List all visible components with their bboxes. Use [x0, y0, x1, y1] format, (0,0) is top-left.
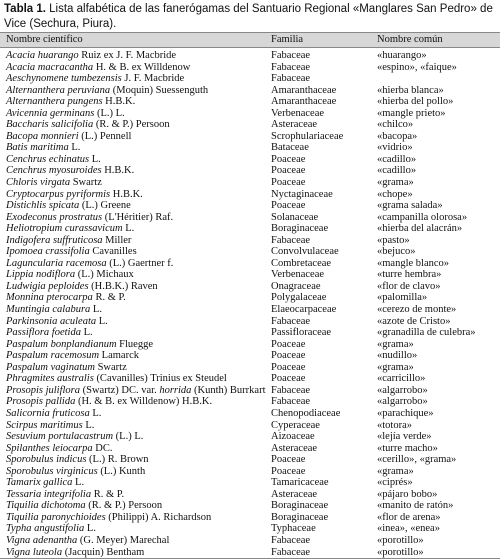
genus-species: Monnina pterocarpa [6, 292, 93, 304]
family-cell: Poaceae [271, 465, 306, 477]
scientific-name-cell [6, 50, 176, 62]
common-name-cell: «lejía verde» [377, 431, 432, 443]
genus-species: Scirpus maritimus [6, 419, 83, 431]
table-header [0, 32, 500, 48]
family-cell: Cyperaceae [271, 419, 320, 431]
common-name-cell: «cerezo de monte» [377, 304, 457, 316]
family-cell: Bataceae [271, 142, 309, 154]
author: J. F. Macbride [121, 73, 185, 85]
scientific-name-cell [6, 85, 208, 97]
family-cell: Fabaceae [271, 234, 311, 246]
family-cell: Fabaceae [271, 315, 311, 327]
header-family: Familia [271, 34, 304, 45]
common-name-cell: «bejuco» [377, 246, 416, 258]
author: (L'Héritier) Raf. [102, 211, 174, 223]
genus-species: Passiflora foetida [6, 327, 81, 339]
family-cell: Fabaceae [271, 61, 311, 73]
scientific-name-cell [6, 373, 227, 385]
family-cell: Fabaceae [271, 384, 311, 396]
common-name-cell: «campanilla olorosa» [377, 211, 468, 223]
genus-species: Chloris virgata [6, 177, 71, 189]
scientific-name-cell [6, 396, 212, 408]
scientific-name-cell [6, 281, 158, 293]
author: L. [68, 142, 81, 154]
common-name-cell: «pájaro bobo» [377, 488, 438, 500]
author: Ruiz ex J. F. Macbride [78, 50, 177, 61]
common-name-cell: «algarrobo» [377, 396, 428, 408]
scientific-name-cell [6, 189, 143, 201]
scientific-name-cell [6, 385, 266, 397]
scientific-name-cell [6, 408, 101, 420]
family-cell: Typhaceae [271, 523, 316, 535]
scientific-name-cell [6, 350, 139, 362]
header-scientific-name: Nombre científico [6, 34, 83, 45]
family-cell: Poaceae [271, 454, 306, 466]
scientific-name-cell [6, 477, 84, 489]
table-row [0, 500, 500, 512]
scientific-name-cell [6, 304, 102, 316]
author: L. [89, 153, 101, 165]
author: L. [89, 407, 102, 419]
common-name-cell: «vidrio» [377, 142, 413, 154]
table-row [0, 362, 500, 374]
common-name-cell: «bacopa» [377, 130, 418, 142]
author: L. [84, 523, 96, 535]
genus-species: Acacia huarango [6, 50, 79, 61]
table-row [0, 246, 500, 258]
author: (Jacquin) Bentham [62, 546, 145, 558]
genus-species: Paspalum racemosum [6, 350, 100, 362]
scientific-name-cell [6, 131, 131, 143]
scientific-name-cell [6, 258, 173, 270]
author: Lamarck [99, 350, 139, 362]
common-name-cell: «inea», «enea» [377, 523, 440, 535]
genus-species: Cenchrus echinatus [6, 153, 90, 165]
family-cell: Asteraceae [271, 119, 318, 131]
scientific-name-cell [6, 96, 135, 108]
author: (H.B.K.) Raven [88, 280, 158, 292]
family-cell: Scrophulariaceae [271, 130, 344, 142]
table-row [0, 223, 500, 235]
genus-species: Prosopis juliflora [6, 384, 80, 396]
genus-species: Tessaria integrifolia [6, 488, 92, 500]
genus-species: Heliotropium curassavicum [6, 223, 123, 235]
family-cell: Asteraceae [271, 488, 318, 500]
common-name-cell: «grama» [377, 338, 414, 350]
common-name-cell: «palomilla» [377, 292, 428, 304]
common-name-cell: «manito de ratón» [377, 500, 454, 512]
scientific-name-cell [6, 316, 108, 328]
scientific-name-cell [6, 420, 94, 432]
author: (R. & P.) Persoon [85, 500, 163, 512]
author: (L.) Kunth [97, 465, 146, 477]
genus-species: Paspalum vaginatum [6, 361, 95, 373]
genus-species: Typha angustifolia [6, 523, 85, 535]
genus-species: Lippia nodiflora [6, 269, 76, 281]
table-row [0, 96, 500, 108]
genus-species: Avicennia germinans [6, 107, 95, 119]
family-cell: Fabaceae [271, 534, 311, 546]
author: H.B.K. [110, 188, 143, 200]
author: L. [96, 315, 108, 327]
family-cell: Verbenaceae [271, 269, 325, 281]
genus-species: Cenchrus myosuroides [6, 165, 102, 177]
common-name-cell: «turre macho» [377, 442, 438, 454]
genus-species: Spilanthes leiocarpa [6, 442, 93, 454]
table-row [0, 258, 500, 270]
author: R. & P. [92, 292, 126, 304]
author: L. [90, 304, 102, 316]
author: H.B.K. [102, 96, 136, 108]
scientific-name-cell [6, 443, 112, 455]
scientific-name-cell [6, 362, 127, 374]
table-row [0, 131, 500, 143]
family-cell: Convolvulaceae [271, 246, 339, 258]
author: (L.) Pennell [78, 130, 132, 142]
table-row [0, 292, 500, 304]
family-cell: Elaeocarpaceae [271, 304, 337, 316]
table-caption [4, 2, 496, 32]
common-name-cell: «cadillo» [377, 153, 417, 165]
table-row [0, 73, 500, 85]
family-cell: Poaceae [271, 177, 306, 189]
family-cell: Fabaceae [271, 50, 311, 61]
common-name-cell: «grama» [377, 465, 414, 477]
family-cell: Poaceae [271, 153, 306, 165]
author: (L.) L. [113, 431, 144, 443]
common-name-cell: «porotillo» [377, 546, 424, 558]
genus-species: Baccharis salicifolia [6, 119, 94, 131]
genus-species: Alternanthera pungens [6, 96, 103, 108]
common-name-cell: «hierba blanca» [377, 84, 444, 96]
family-cell: Nyctaginaceae [271, 188, 333, 200]
common-name-cell: «chilco» [377, 119, 414, 131]
genus-species: Ludwigia peploides [6, 280, 89, 292]
author: (Moquin) Suessenguth [110, 84, 209, 96]
common-name-cell: «grama» [377, 177, 414, 189]
scientific-name-cell [6, 292, 126, 304]
author: (H. & B. ex Willdenow) H.B.K. [75, 396, 213, 408]
author: (R. & P.) Persoon [93, 119, 170, 131]
common-name-cell: «granadilla de culebra» [377, 327, 476, 339]
author: DC. [92, 442, 113, 454]
common-name-cell: «hierba del alacrán» [377, 223, 463, 235]
common-name-cell: «pasto» [377, 234, 410, 246]
common-name-cell: «totora» [377, 419, 412, 431]
common-name-cell: «turre hembra» [377, 269, 442, 281]
author: L. [122, 223, 135, 235]
scientific-name-cell [6, 327, 93, 339]
family-cell: Solanaceae [271, 211, 319, 223]
family-cell: Fabaceae [271, 73, 311, 85]
genus-species: horrida [159, 384, 192, 396]
table-row [0, 327, 500, 339]
scientific-name-cell [6, 500, 162, 512]
table-row [0, 385, 500, 397]
family-cell: Poaceae [271, 361, 306, 373]
table-row [0, 489, 500, 501]
family-cell: Fabaceae [271, 396, 311, 408]
table-row [0, 466, 500, 478]
scientific-name-cell [6, 466, 145, 478]
family-cell: Poaceae [271, 350, 306, 362]
family-cell: Tamaricaceae [271, 477, 329, 489]
scientific-name-cell [6, 235, 131, 247]
family-cell: Poaceae [271, 338, 306, 350]
genus-species: Tiquilia paronychioides [6, 511, 106, 523]
scientific-name-cell [6, 154, 101, 166]
author: H.B.K. [101, 165, 135, 177]
author: Miller [102, 234, 132, 246]
common-name-cell: «hierba del pollo» [377, 96, 454, 108]
genus-species: Bacopa monnieri [6, 130, 79, 142]
table-row [0, 212, 500, 224]
author: (G. Meyer) Marechal [77, 534, 170, 546]
genus-species: Tiquilia dichotoma [6, 500, 86, 512]
genus-species: Phragmites australis [6, 373, 94, 385]
genus-species: Batis maritima [6, 142, 69, 154]
caption-text: Lista alfabética de las fanerógamas del Santuario Regional «Manglares San Pedro» de Vice (Sechura, Piura). [4, 3, 493, 30]
author: L. [80, 327, 93, 339]
scientific-name-cell [6, 246, 137, 258]
table-row [0, 408, 500, 420]
family-cell: Boraginaceae [271, 511, 329, 523]
author: H. & B. ex Willdenow [93, 61, 191, 73]
family-cell: Amaranthaceae [271, 96, 337, 108]
table-row [0, 85, 500, 97]
table-row [0, 535, 500, 547]
common-name-cell: «chope» [377, 188, 413, 200]
table-row [0, 269, 500, 281]
author: Fluegge [116, 338, 153, 350]
common-name-cell: «azote de Cristo» [377, 315, 451, 327]
caption-label: Tabla 1. [4, 3, 46, 15]
scientific-name-cell [6, 177, 102, 189]
common-name-cell: «mangle blanco» [377, 257, 450, 269]
scientific-name-cell [6, 339, 153, 351]
table-row [0, 281, 500, 293]
common-name-cell: «porotillo» [377, 534, 424, 546]
genus-species: Ipomoea crassifolia [6, 246, 90, 258]
common-name-cell: «huarango» [377, 50, 427, 61]
author: Cavanilles [89, 246, 137, 258]
family-cell: Asteraceae [271, 442, 318, 454]
species-table [0, 32, 500, 559]
author: Swartz [70, 177, 102, 189]
table-row [0, 350, 500, 362]
scientific-name-cell [6, 108, 125, 120]
table-row [0, 165, 500, 177]
author: (L.) L. [94, 107, 125, 119]
table-row [0, 200, 500, 212]
common-name-cell: «mangle prieto» [377, 107, 446, 119]
genus-species: Prosopis pallida [6, 396, 76, 408]
table-row [0, 108, 500, 120]
scientific-name-cell [6, 547, 144, 559]
scientific-name-cell [6, 62, 190, 74]
author: R. & P. [91, 488, 125, 500]
author: (Swartz) DC. var. [80, 384, 160, 396]
common-name-cell: «carricillo» [377, 373, 426, 385]
genus-species: Sesuvium portulacastrum [6, 431, 114, 443]
genus-species: Muntingia calabura [6, 304, 91, 316]
table-row [0, 316, 500, 328]
table-row [0, 177, 500, 189]
author: (L.) Gaertner f. [106, 257, 174, 269]
scientific-name-cell [6, 431, 143, 443]
table-row [0, 154, 500, 166]
family-cell: Combretaceae [271, 257, 332, 269]
genus-species: Vigna adenantha [6, 534, 78, 546]
family-cell: Poaceae [271, 373, 306, 385]
family-cell: Chenopodiaceae [271, 407, 341, 419]
author: (Cavanilles) Trinius ex Steudel [93, 373, 227, 385]
genus-species: Indigofera suffruticosa [6, 234, 103, 246]
family-cell: Poaceae [271, 200, 306, 212]
genus-species: Acacia macracantha [6, 61, 94, 73]
family-cell: Fabaceae [271, 546, 311, 558]
common-name-cell: «ciprés» [377, 477, 413, 489]
scientific-name-cell [6, 165, 134, 177]
family-cell: Aizoaceae [271, 431, 315, 443]
scientific-name-cell [6, 523, 96, 535]
common-name-cell: «flor de arena» [377, 511, 441, 523]
common-name-cell: «nudillo» [377, 350, 418, 362]
family-cell: Verbenaceae [271, 107, 325, 119]
table-row [0, 431, 500, 443]
scientific-name-cell [6, 512, 211, 524]
scientific-name-cell [6, 535, 169, 547]
author: L. [82, 419, 95, 431]
scientific-name-cell [6, 200, 131, 212]
table-row [0, 339, 500, 351]
table-row [0, 189, 500, 201]
genus-species: Salicornia fruticosa [6, 407, 90, 419]
table-row [0, 512, 500, 524]
genus-species: Alternanthera peruviana [6, 84, 111, 96]
table-row [0, 119, 500, 131]
common-name-cell: «parachique» [377, 407, 434, 419]
author: Swartz [94, 361, 127, 373]
table-row [0, 235, 500, 247]
family-cell: Boraginaceae [271, 500, 329, 512]
common-name-cell: «grama salada» [377, 200, 443, 212]
table-row [0, 443, 500, 455]
common-name-cell: «algarrobo» [377, 384, 428, 396]
author: L. [72, 477, 85, 489]
table-row [0, 523, 500, 535]
genus-species: Tamarix gallica [6, 477, 73, 489]
genus-species: Parkinsonia aculeata [6, 315, 97, 327]
author: (L.) R. Brown [86, 454, 149, 466]
family-cell: Poaceae [271, 165, 306, 177]
table-row [0, 304, 500, 316]
author: (L.) Greene [79, 200, 131, 212]
common-name-cell: «espino», «faique» [377, 61, 457, 73]
family-cell: Passifloraceae [271, 327, 332, 339]
genus-species: Exodeconus prostratus [6, 211, 103, 223]
common-name-cell: «cerillo», «grama» [377, 454, 457, 466]
scientific-name-cell [6, 73, 184, 85]
header-common-name: Nombre común [377, 34, 443, 45]
scientific-name-cell [6, 454, 149, 466]
scientific-name-cell [6, 269, 134, 281]
table-row [0, 142, 500, 154]
scientific-name-cell [6, 212, 173, 224]
common-name-cell: «grama» [377, 361, 414, 373]
table-row [0, 547, 500, 559]
common-name-cell: «cadillo» [377, 165, 417, 177]
table-row [0, 62, 500, 74]
table-row [0, 396, 500, 408]
genus-species: Distichlis spicata [6, 200, 80, 212]
table-row [0, 420, 500, 432]
author: (Philippi) A. Richardson [105, 511, 212, 523]
author: (Kunth) Burrkart [191, 384, 266, 396]
genus-species: Aeschynomene tumbezensis [6, 73, 122, 85]
genus-species: Paspalum bonplandianum [6, 338, 117, 350]
family-cell: Amaranthaceae [271, 84, 337, 96]
genus-species: Cryptocarpus pyriformis [6, 188, 111, 200]
genus-species: Vigna luteola [6, 546, 63, 558]
family-cell: Boraginaceae [271, 223, 329, 235]
author: (L.) Michaux [75, 269, 134, 281]
table-body [0, 48, 500, 559]
table-row [0, 50, 500, 62]
family-cell: Onagraceae [271, 280, 321, 292]
scientific-name-cell [6, 142, 80, 154]
common-name-cell: «flor de clavo» [377, 280, 441, 292]
scientific-name-cell [6, 119, 170, 131]
genus-species: Laguncularia racemosa [6, 257, 107, 269]
scientific-name-cell [6, 223, 134, 235]
scientific-name-cell [6, 489, 124, 501]
family-cell: Polygalaceae [271, 292, 327, 304]
table-row [0, 477, 500, 489]
table-row [0, 373, 500, 385]
table-row [0, 454, 500, 466]
genus-species: Sporobulus virginicus [6, 465, 98, 477]
genus-species: Sporobulus indicus [6, 454, 87, 466]
